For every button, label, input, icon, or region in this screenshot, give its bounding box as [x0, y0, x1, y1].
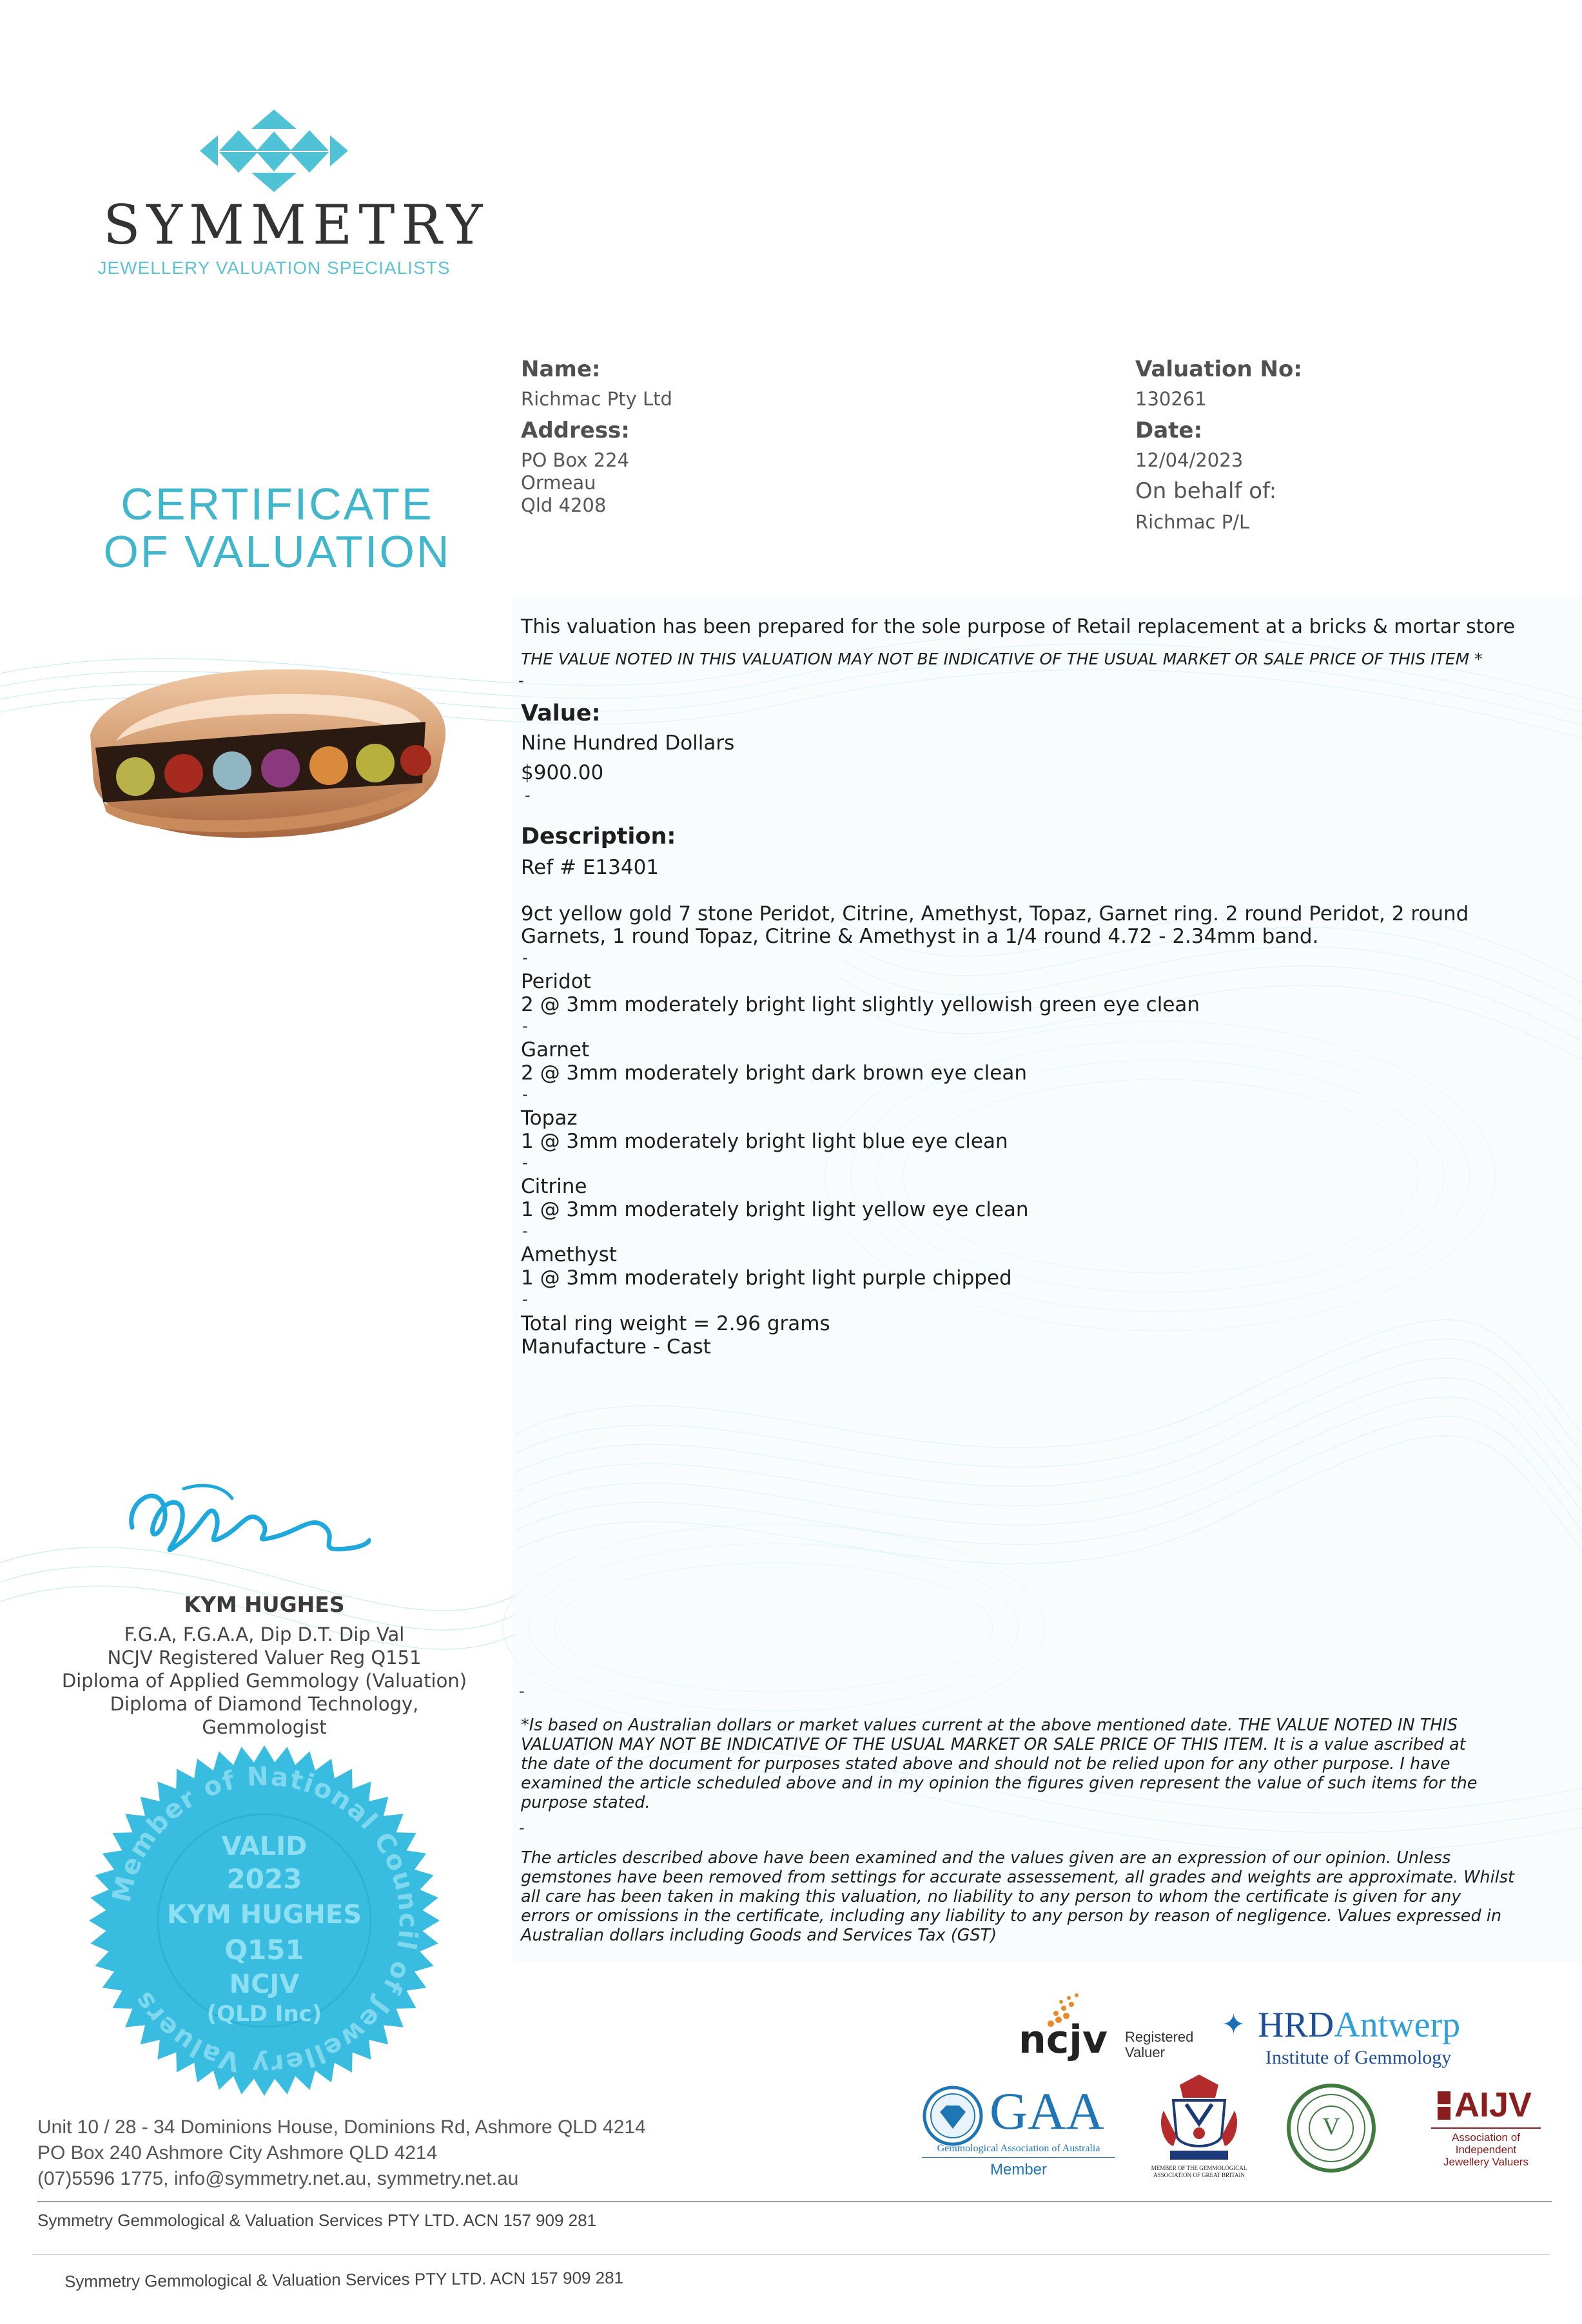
stone-detail: 1 @ 3mm moderately bright light purple chipped	[521, 1266, 1012, 1290]
value-words: Nine Hundred Dollars	[521, 731, 735, 755]
gem-a-crest-logo	[1147, 2072, 1251, 2182]
ncjv-logo	[1019, 1991, 1212, 2069]
note-line: Australian dollars including Goods and Services Tax (GST)	[521, 1926, 997, 1945]
credential-line: Diploma of Diamond Technology,	[110, 1693, 419, 1715]
hrd-wordmark: HRD	[1258, 2005, 1334, 2045]
credential-line: Gemmologist	[202, 1716, 327, 1738]
separator-dash: -	[522, 1222, 528, 1240]
certificate-title-line1: CERTIFICATE	[121, 479, 434, 529]
note-line: *Is based on Australian dollars or market values current at the above mentioned date. THE VALUE NOTED IN THIS	[521, 1716, 1458, 1735]
gaa-wordmark: GAA	[990, 2082, 1104, 2140]
separator-dash: -	[525, 786, 531, 804]
reference-number: Ref # E13401	[521, 856, 659, 879]
footer-divider	[32, 2254, 1550, 2255]
seal-line: (QLD Inc)	[206, 2001, 322, 2027]
stone-name: Peridot	[521, 970, 591, 993]
purpose-statement: This valuation has been prepared for the sole purpose of Retail replacement at a bricks & mortar store	[521, 615, 1516, 638]
note-line: purpose stated.	[521, 1793, 650, 1812]
note-line: gemstones have been removed from settings for accurate assessement, all grades and weights are approximate. Whilst	[521, 1868, 1515, 1887]
v-seal-logo	[1286, 2083, 1383, 2180]
note-line: errors or omissions in the certificate, including any liability to any person by reason of negligence. Values expressed in	[521, 1906, 1501, 1926]
address-line-2: Ormeau	[521, 472, 596, 494]
hrd-antwerp-logo	[1222, 2004, 1492, 2075]
ncjv-valuer-seal	[84, 1740, 445, 2101]
note-line: all care has been taken in making this valuation, no liability to any person to whom the certificate is given for any	[521, 1887, 1461, 1906]
note-line: VALUATION MAY NOT BE INDICATIVE OF THE USUAL MARKET OR SALE PRICE OF THIS ITEM. It is a value ascribed at	[521, 1735, 1466, 1754]
stone-name: Amethyst	[521, 1243, 617, 1266]
brand-tagline: JEWELLERY VALUATION SPECIALISTS	[97, 258, 451, 278]
note-line: The articles described above have been examined and the values given are an expression of our opinion. Unless	[521, 1848, 1451, 1868]
value-label: Value:	[521, 701, 601, 726]
brand-name: SYMMETRY	[103, 193, 489, 257]
seal-line: KYM HUGHES	[166, 1900, 362, 1930]
stone-detail: 1 @ 3mm moderately bright light yellow eye clean	[521, 1198, 1029, 1221]
seal-line: 2023	[226, 1863, 302, 1895]
footer-contact: (07)5596 1775, info@symmetry.net.au, symmetry.net.au	[37, 2168, 519, 2189]
separator-dash: -	[522, 1290, 528, 1308]
separator-dash: -	[522, 1085, 528, 1103]
footer-company-repeat: Symmetry Gemmological & Valuation Services PTY LTD. ACN 157 909 281	[64, 2267, 624, 2292]
value-amount: $900.00	[521, 761, 604, 784]
address-line-3: Qld 4208	[521, 494, 607, 516]
name-label: Name:	[521, 356, 601, 382]
separator-dash: -	[519, 1682, 525, 1700]
footer-address-line1: Unit 10 / 28 - 34 Dominions House, Dominions Rd, Ashmore QLD 4214	[37, 2116, 646, 2138]
note-line: the date of the document for purposes stated above and should not be relied upon for any other purpose. I have	[521, 1754, 1450, 1774]
credential-line: F.G.A, F.G.A.A, Dip D.T. Dip Val	[124, 1623, 405, 1645]
separator-dash: -	[522, 949, 528, 967]
ncjv-sub: Valuer	[1125, 2044, 1165, 2060]
valuer-signature	[119, 1476, 371, 1566]
on-behalf-label: On behalf of:	[1135, 478, 1277, 504]
stone-detail: 2 @ 3mm moderately bright dark brown eye clean	[521, 1061, 1027, 1085]
aijv-sub	[1425, 2131, 1547, 2168]
hrd-sub: Institute of Gemmology	[1265, 2047, 1452, 2068]
valuation-date: 12/04/2023	[1135, 449, 1244, 471]
certificate-title-line2: OF VALUATION	[103, 527, 451, 577]
aijv-mark-icon	[1438, 2091, 1450, 2104]
aijv-sub-line: Association of	[1452, 2131, 1520, 2144]
description-summary-line1: 9ct yellow gold 7 stone Peridot, Citrine, Amethyst, Topaz, Garnet ring. 2 round Peridot, 2 round	[521, 902, 1469, 925]
stone-detail: 2 @ 3mm moderately bright light slightly yellowish green eye clean	[521, 993, 1200, 1016]
note-line: examined the article scheduled above and in my opinion the figures given represent the value of such items for the	[521, 1774, 1478, 1793]
aijv-logo	[1425, 2085, 1554, 2182]
valuer-credentials	[39, 1623, 490, 1739]
stone-detail: 1 @ 3mm moderately bright light blue eye clean	[521, 1130, 1008, 1153]
seal-line: Q151	[224, 1934, 304, 1966]
credential-line: NCJV Registered Valuer Reg Q151	[107, 1647, 422, 1669]
symmetry-diamond-logo-icon	[200, 110, 348, 192]
valuation-no: 130261	[1135, 388, 1207, 410]
footer-divider	[37, 2201, 1552, 2202]
valuer-name: KYM HUGHES	[184, 1592, 345, 1617]
footer-address-line2: PO Box 240 Ashmore City Ashmore QLD 4214	[37, 2142, 438, 2164]
liability-note	[521, 1848, 1514, 1945]
stone-name: Citrine	[521, 1175, 587, 1198]
total-weight: Total ring weight = 2.96 grams	[521, 1312, 830, 1335]
market-note	[521, 1716, 1477, 1812]
description-label: Description:	[521, 824, 676, 849]
gaa-logo	[915, 2078, 1122, 2182]
aijv-sub-line: Jewellery Valuers	[1443, 2156, 1528, 2168]
ncjv-sub: Registered	[1125, 2029, 1194, 2045]
star-icon: ✦	[1222, 2008, 1245, 2041]
description-summary-line2: Garnets, 1 round Topaz, Citrine & Amethyst in a 1/4 round 4.72 - 2.34mm band.	[521, 925, 1319, 948]
stone-name: Garnet	[521, 1038, 590, 1061]
aijv-wordmark: AIJV	[1454, 2086, 1532, 2124]
separator-dash: -	[522, 1154, 528, 1172]
separator-dash: -	[519, 1819, 525, 1837]
hrd-antwerp-wordmark: Antwerp	[1334, 2005, 1461, 2045]
v-letter: V	[1322, 2113, 1340, 2140]
seal-line: NCJV	[229, 1970, 300, 1999]
address-label: Address:	[521, 418, 630, 443]
address-line-1: PO Box 224	[521, 449, 630, 471]
aijv-sub-line: Independent	[1455, 2144, 1517, 2156]
separator-dash: -	[522, 1017, 528, 1035]
crest-icon	[1157, 2072, 1241, 2162]
gaa-diamond-icon	[922, 2085, 984, 2147]
gaa-member: Member	[990, 2161, 1048, 2178]
footer-company: Symmetry Gemmological & Valuation Services PTY LTD. ACN 157 909 281	[37, 2211, 597, 2230]
client-name: Richmac Pty Ltd	[521, 388, 672, 410]
on-behalf-value: Richmac P/L	[1135, 511, 1250, 533]
separator-dash: -	[518, 672, 524, 690]
certificate-title	[90, 480, 464, 576]
seal-ring-text: Member of National Council of Jewellery Valuers	[106, 1761, 424, 2080]
valuation-no-label: Valuation No:	[1135, 356, 1302, 382]
stone-name: Topaz	[521, 1107, 578, 1130]
manufacture: Manufacture - Cast	[521, 1335, 711, 1359]
purpose-disclaimer: THE VALUE NOTED IN THIS VALUATION MAY NOT BE INDICATIVE OF THE USUAL MARKET OR SALE PRICE OF THIS ITEM *	[521, 650, 1483, 668]
credential-line: Diploma of Applied Gemmology (Valuation)	[61, 1670, 467, 1692]
gaa-sub: Gemmological Association of Australia	[937, 2143, 1100, 2154]
seal-line: VALID	[221, 1832, 308, 1861]
date-label: Date:	[1135, 418, 1203, 443]
crest-caption: MEMBER OF THE GEMMOLOGICAL ASSOCIATION OF GREAT BRITAIN	[1151, 2165, 1247, 2178]
ncjv-wordmark: ncjv	[1019, 2017, 1108, 2062]
ring-photo	[77, 644, 458, 857]
